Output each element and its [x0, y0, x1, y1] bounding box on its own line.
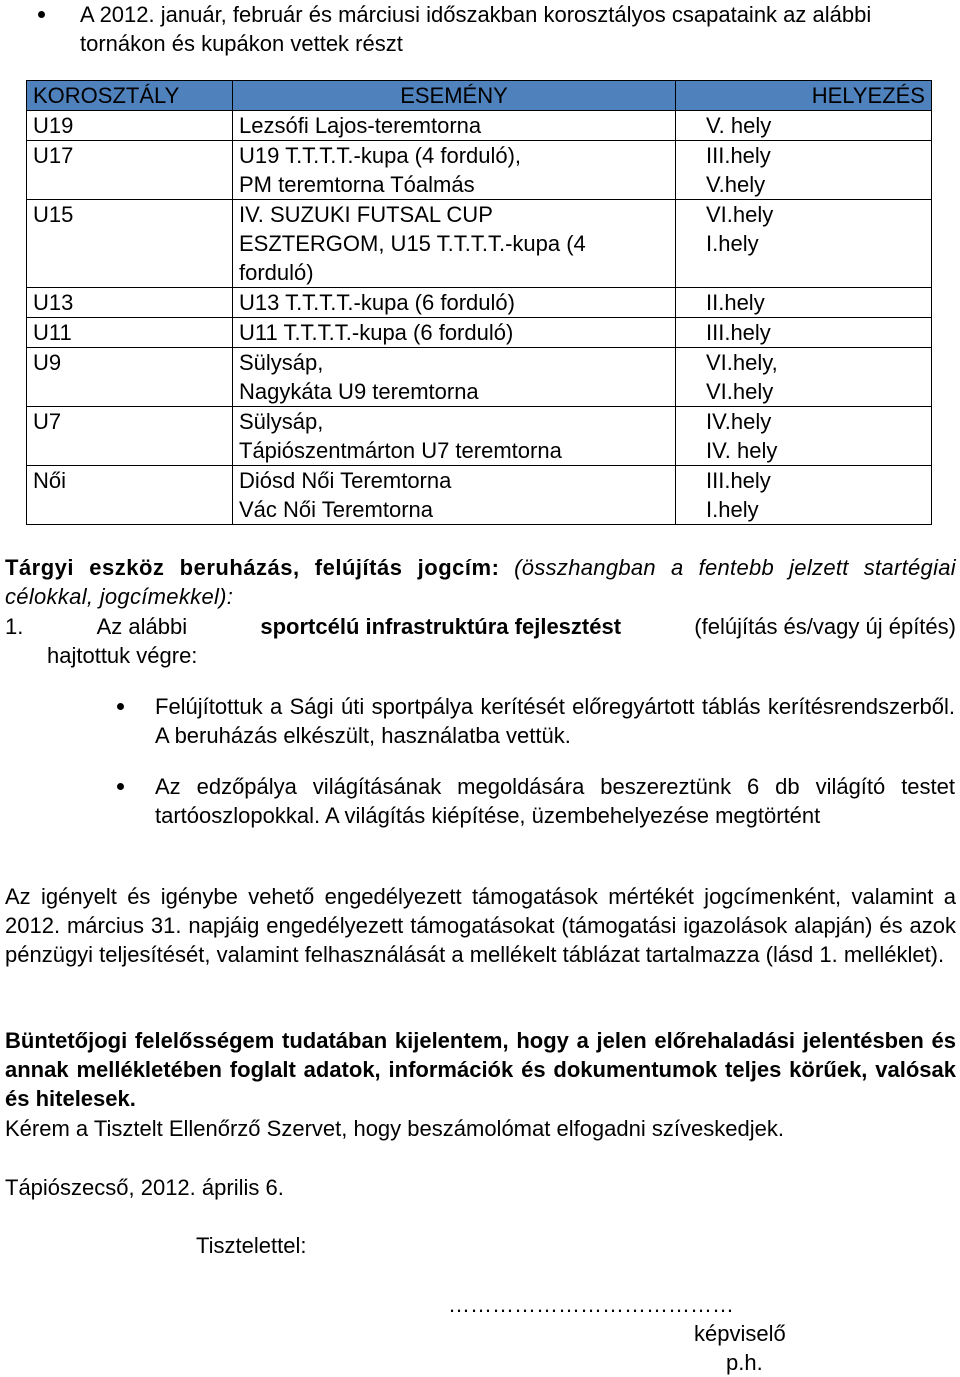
event-cell — [233, 288, 676, 318]
place-date: Tápiószecső, 2012. április 6. — [5, 1175, 284, 1200]
intro-bullet — [38, 0, 938, 58]
place-line: VI.hely, — [706, 350, 778, 375]
request-line: Kérem a Tisztelt Ellenőrző Szervet, hogy beszámolómat elfogadni szíveskedjek. — [5, 1116, 784, 1141]
event-line: Sülysáp, — [239, 409, 324, 434]
place-line: V.hely — [706, 172, 766, 197]
item-post: (felújítás és/vagy új építés) — [694, 614, 956, 639]
stamp-label: p.h. — [726, 1350, 763, 1375]
place-line: V. hely — [706, 113, 772, 138]
bullet-icon — [117, 783, 124, 790]
results-table — [26, 80, 932, 525]
event-line: PM teremtorna Tóalmás — [239, 172, 475, 197]
event-cell — [233, 141, 676, 200]
event-line: Lezsófi Lajos-teremtorna — [239, 113, 482, 138]
table-row — [27, 111, 932, 141]
place-cell — [676, 141, 932, 200]
bullet-icon — [117, 703, 124, 710]
event-line: Nagykáta U9 teremtorna — [239, 379, 479, 404]
table-row — [27, 407, 932, 466]
age-cell: Női — [27, 466, 233, 525]
signature-role: képviselő — [694, 1321, 786, 1346]
age-cell: U13 — [27, 288, 233, 318]
place-line: IV. hely — [706, 438, 778, 463]
place-cell — [676, 407, 932, 466]
signature-line: ………………………………… — [448, 1292, 734, 1317]
place-line: III.hely — [706, 143, 771, 168]
age-cell: U15 — [27, 200, 233, 288]
section-heading — [5, 553, 956, 611]
header-event: ESEMÉNY — [233, 81, 676, 111]
place-cell — [676, 111, 932, 141]
place-cell — [676, 348, 932, 407]
table-row — [27, 348, 932, 407]
event-line: IV. SUZUKI FUTSAL CUP — [239, 202, 493, 227]
event-line: U11 T.T.T.T.-kupa (6 forduló) — [239, 320, 514, 345]
event-line: Sülysáp, — [239, 350, 324, 375]
age-cell: U17 — [27, 141, 233, 200]
item-line2: hajtottuk végre: — [47, 643, 198, 668]
list-item — [117, 772, 955, 830]
age-cell: U9 — [27, 348, 233, 407]
place-cell — [676, 288, 932, 318]
header-place: HELYEZÉS — [676, 81, 932, 111]
header-age: KOROSZTÁLY — [27, 81, 233, 111]
list-item-text: Felújítottuk a Sági úti sportpálya kerítését előregyártott táblás kerítésrendszerből. A beruházás elkészült, használatba vettük. — [155, 694, 955, 748]
place-line — [682, 258, 925, 287]
item-number: 1. — [5, 614, 24, 639]
place-line: VI.hely — [706, 379, 774, 404]
age-cell: U19 — [27, 111, 233, 141]
table-header-row — [27, 81, 932, 111]
event-line: forduló) — [239, 260, 314, 285]
event-line: Diósd Női Teremtorna — [239, 468, 452, 493]
table-row — [27, 466, 932, 525]
table-row — [27, 200, 932, 288]
event-cell — [233, 200, 676, 288]
declaration-text: Büntetőjogi felelősségem tudatában kijelentem, hogy a jelen előrehaladási jelentésben és annak mellékletében foglalt adatok, információk és dokumentumok teljes körűek, valósak és hitelesek. — [5, 1028, 956, 1111]
event-line: ESZTERGOM, U15 T.T.T.T.-kupa (4 — [239, 231, 586, 256]
bullet-icon — [38, 11, 45, 18]
support-paragraph: Az igényelt és igénybe vehető engedélyezett támogatások mértékét jogcímenként, valamint a 2012. március 31. napjáig engedélyezett támogatásokat (támogatási igazolások alapján) és azok pénzügyi teljesítését, valamint felhasználását a mellékelt táblázat tartalmazza (lásd 1. melléklet). — [5, 884, 956, 967]
table-row — [27, 288, 932, 318]
event-line: U13 T.T.T.T.-kupa (6 forduló) — [239, 290, 515, 315]
event-cell — [233, 348, 676, 407]
place-line: IV.hely — [706, 409, 772, 434]
place-line: II.hely — [706, 290, 765, 315]
event-cell — [233, 318, 676, 348]
place-cell — [676, 466, 932, 525]
intro-text: A 2012. január, február és márciusi időszakban korosztályos csapataink az alábbi tornákon és kupákon vettek részt — [80, 2, 872, 56]
event-line: Tápiószentmárton U7 teremtorna — [239, 438, 562, 463]
table-row — [27, 318, 932, 348]
list-item — [117, 692, 955, 750]
event-line: Vác Női Teremtorna — [239, 497, 434, 522]
event-cell — [233, 111, 676, 141]
numbered-item — [5, 612, 956, 670]
greeting: Tisztelettel: — [196, 1233, 307, 1258]
place-line: III.hely — [706, 320, 771, 345]
place-cell — [676, 318, 932, 348]
place-line: III.hely — [706, 468, 771, 493]
item-bold: sportcélú infrastruktúra fejlesztést — [260, 614, 622, 639]
age-cell: U11 — [27, 318, 233, 348]
place-line: VI.hely — [706, 202, 774, 227]
table-row — [27, 141, 932, 200]
section-heading-bold: Tárgyi eszköz beruházás, felújítás jogcím: — [5, 555, 500, 580]
place-cell — [676, 200, 932, 288]
age-cell: U7 — [27, 407, 233, 466]
list-item-text: Az edzőpálya világításának megoldására beszereztünk 6 db világító testet tartóoszlopokkal. A világítás kiépítése, üzembehelyezése megtörtént — [155, 774, 955, 828]
event-cell — [233, 407, 676, 466]
item-pre: Az alábbi — [96, 614, 188, 639]
event-line: U19 T.T.T.T.-kupa (4 forduló), — [239, 143, 522, 168]
place-line: I.hely — [706, 231, 759, 256]
event-cell — [233, 466, 676, 525]
section-heading-italic: (összhangban a fentebb jelzett startégiai célokkal, jogcímekkel): — [5, 555, 956, 609]
place-line: I.hely — [706, 497, 759, 522]
declaration-paragraph — [5, 1026, 956, 1113]
